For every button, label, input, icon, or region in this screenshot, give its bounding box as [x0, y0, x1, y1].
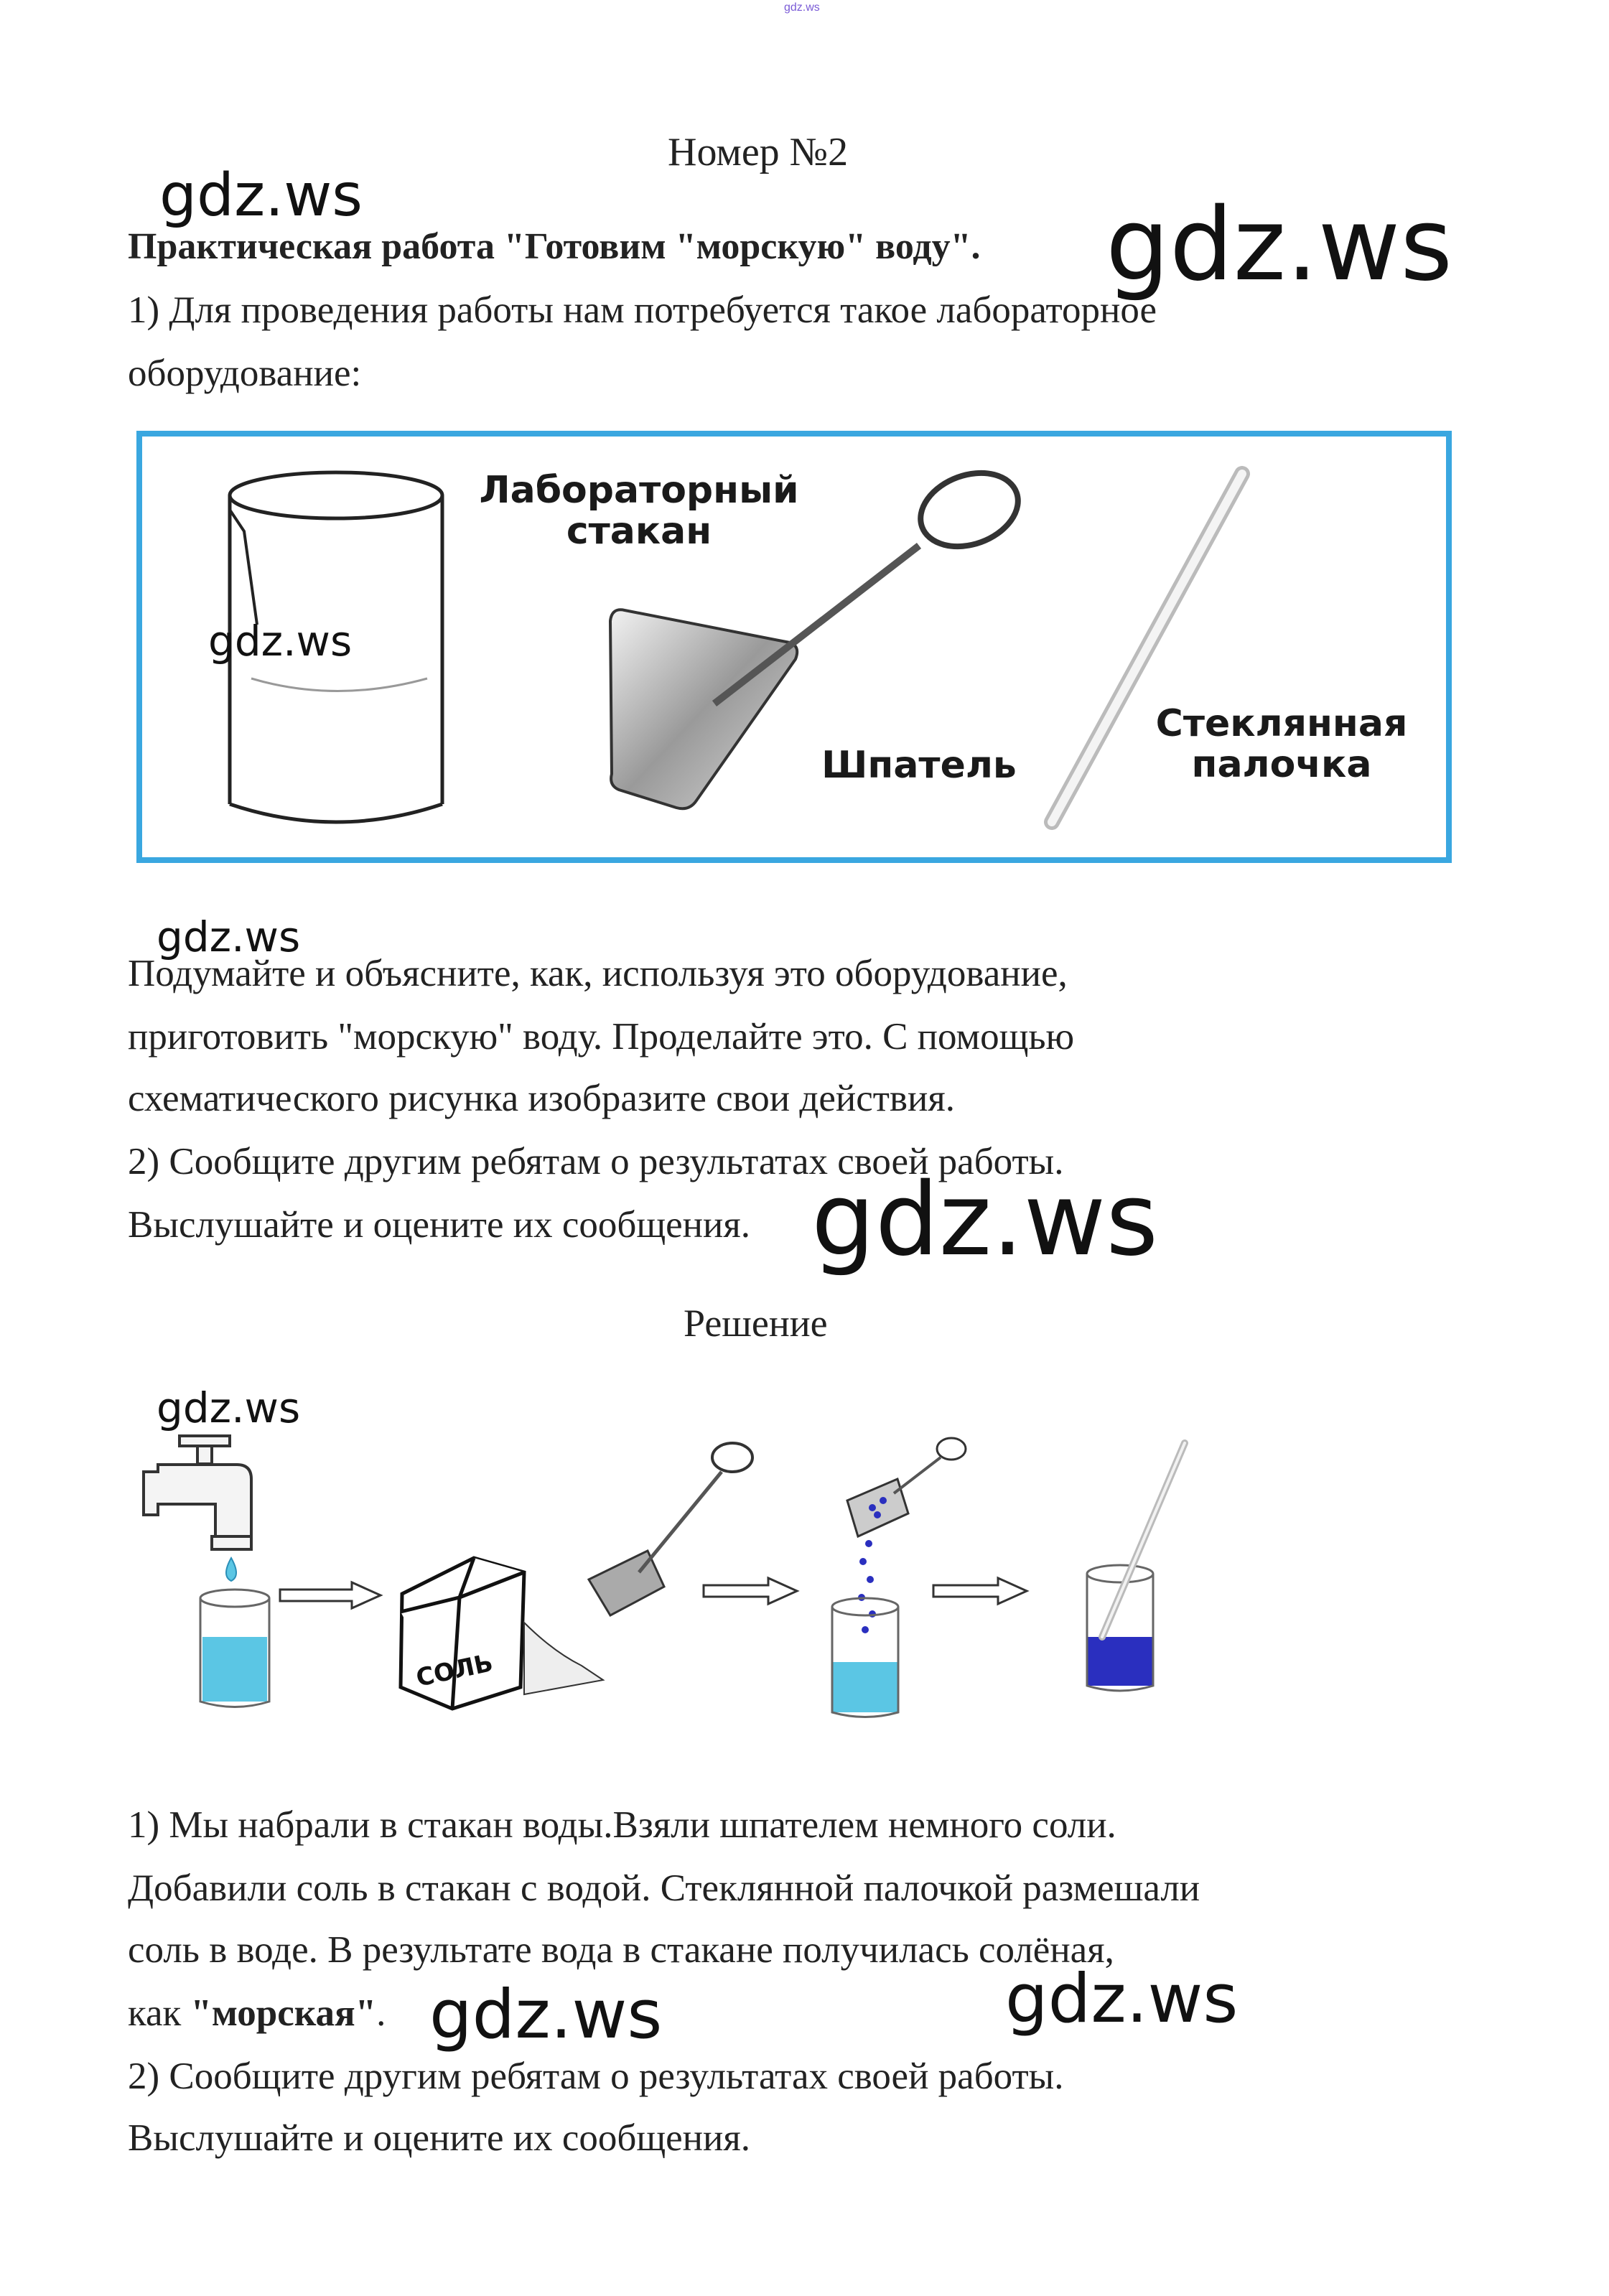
watermark: gdz.ws — [1106, 187, 1453, 304]
water-glass-icon — [200, 1590, 269, 1707]
spatula-with-salt-icon — [847, 1438, 966, 1536]
solution-svg — [136, 1429, 1228, 1737]
salt-bag-label: СОЛЬ — [414, 1648, 496, 1693]
rod-label: Стеклянная палочка — [1155, 702, 1408, 787]
task-line: 1) Для проведения работы нам потребуется такое лабораторное — [128, 289, 1157, 331]
watermark: gdz.ws — [811, 1162, 1159, 1279]
solution-line: 2) Сообщите другим ребятам о результатах своей работы. — [128, 2055, 1064, 2097]
spatula-label: Шпатель — [821, 744, 1017, 787]
arrow-icon — [704, 1578, 797, 1604]
equipment-figure — [136, 431, 1452, 864]
solution-line — [128, 1992, 386, 2035]
solution-line: соль в воде. В результате вода в стакане получилась солёная, — [128, 1929, 1114, 1971]
watermark: gdz.ws — [157, 913, 301, 961]
solution-line: 1) Мы набрали в стакан воды.Взяли шпателем немного соли. — [128, 1804, 1116, 1846]
watermark: gdz.ws — [157, 1383, 301, 1432]
falling-salt-icon — [858, 1540, 876, 1633]
task-line: оборудование: — [128, 353, 362, 394]
solution-line: Выслушайте и оцените их сообщения. — [128, 2117, 751, 2159]
task-paragraph-line: схематического рисунка изобразите свои действия. — [128, 1078, 955, 1119]
water-glass-icon — [832, 1598, 898, 1717]
task-paragraph-line: Подумайте и объясните, как, используя это оборудование, — [128, 953, 1068, 994]
page-title: Номер №2 — [668, 130, 849, 174]
solution-line-suffix: . — [376, 1992, 386, 2034]
solution-line: Добавили соль в стакан с водой. Стеклянной палочкой размешали — [128, 1867, 1200, 1909]
task-paragraph-line: Выслушайте и оцените их сообщения. — [128, 1204, 751, 1246]
solution-bold-word: "морская" — [190, 1992, 377, 2034]
solution-figure — [136, 1429, 1228, 1737]
salt-pile-icon — [524, 1623, 603, 1694]
watermark: gdz.ws — [429, 1976, 663, 2054]
watermark: gdz.ws — [208, 617, 353, 666]
solution-heading: Решение — [684, 1302, 828, 1345]
arrow-icon — [280, 1582, 381, 1608]
arrow-icon — [933, 1578, 1027, 1604]
watermark: gdz.ws — [1005, 1960, 1239, 2038]
task-heading: Практическая работа "Готовим "морскую" воду". — [128, 226, 981, 267]
salt-water-glass-icon — [1087, 1443, 1185, 1691]
beaker-label: Лабораторный стакан — [479, 469, 799, 554]
watermark: gdz.ws — [159, 162, 363, 230]
task-paragraph-line: приготовить "морскую" воду. Проделайте это. С помощью — [128, 1016, 1075, 1058]
faucet-icon — [144, 1436, 251, 1549]
water-drop-icon — [226, 1558, 236, 1581]
task-paragraph-line: 2) Сообщите другим ребятам о результатах своей работы. — [128, 1141, 1064, 1182]
top-mark: gdz.ws — [784, 1, 820, 14]
solution-line-prefix: как — [128, 1992, 191, 2034]
